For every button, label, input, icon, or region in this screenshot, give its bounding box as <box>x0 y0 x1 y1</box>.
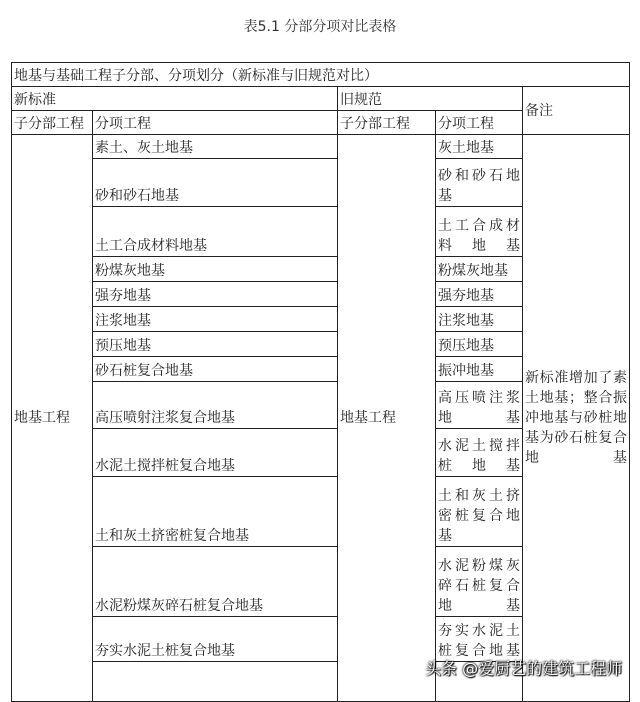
old-item-cell: 强夯地基 <box>436 282 523 307</box>
new-item-cell-empty <box>93 662 338 702</box>
new-sub-division-header: 子分部工程 <box>12 111 93 135</box>
old-item-cell: 高压喷注浆地基 <box>436 382 523 429</box>
old-item-cell: 预压地基 <box>436 332 523 357</box>
remark-cell: 新标准增加了素土地基；整合振冲地基与砂桩地基为砂石桩复合地基 <box>523 135 630 702</box>
new-item-cell: 素土、灰土地基 <box>93 135 338 159</box>
old-item-cell: 夯实水泥土桩复合地基 <box>436 617 523 662</box>
watermark-text: 头条 @爱厨艺的建筑工程师 <box>425 659 623 678</box>
table-title: 地基与基础工程子分部、分项划分（新标准与旧规范对比） <box>12 63 630 87</box>
new-item-cell: 高压喷射注浆复合地基 <box>93 382 338 429</box>
new-item-cell: 夯实水泥土桩复合地基 <box>93 617 338 662</box>
old-item-cell: 土工合成材料地基 <box>436 207 523 257</box>
new-item-cell: 强夯地基 <box>93 282 338 307</box>
old-sub-division-header: 子分部工程 <box>338 111 436 135</box>
new-item-cell: 水泥粉煤灰碎石桩复合地基 <box>93 547 338 617</box>
new-item-cell: 砂和砂石地基 <box>93 159 338 207</box>
new-item-cell: 注浆地基 <box>93 307 338 332</box>
new-item-cell: 粉煤灰地基 <box>93 257 338 282</box>
new-item-cell: 水泥土搅拌桩复合地基 <box>93 429 338 477</box>
new-item-cell: 土和灰土挤密桩复合地基 <box>93 477 338 547</box>
old-item-cell: 土和灰土挤密桩复合地基 <box>436 477 523 547</box>
old-item-cell: 水泥粉煤灰碎石桩复合地基 <box>436 547 523 617</box>
new-item-cell: 砂石桩复合地基 <box>93 357 338 382</box>
table-caption: 表5.1 分部分项对比表格 <box>243 19 397 35</box>
old-item-cell: 振冲地基 <box>436 357 523 382</box>
old-item-cell: 水泥土搅拌桩地基 <box>436 429 523 477</box>
new-item-header: 分项工程 <box>93 111 338 135</box>
old-sub-division-cell: 地基工程 <box>338 135 436 702</box>
new-sub-division-cell: 地基工程 <box>12 135 93 702</box>
old-item-cell: 粉煤灰地基 <box>436 257 523 282</box>
old-item-cell: 砂和砂石地基 <box>436 159 523 207</box>
old-standard-header: 旧规范 <box>338 87 523 111</box>
remark-header: 备注 <box>523 87 630 135</box>
new-item-cell: 土工合成材料地基 <box>93 207 338 257</box>
old-item-cell: 注浆地基 <box>436 307 523 332</box>
old-item-cell: 灰土地基 <box>436 135 523 159</box>
comparison-table <box>11 62 630 702</box>
new-item-cell: 预压地基 <box>93 332 338 357</box>
new-standard-header: 新标准 <box>12 87 338 111</box>
old-item-header: 分项工程 <box>436 111 523 135</box>
